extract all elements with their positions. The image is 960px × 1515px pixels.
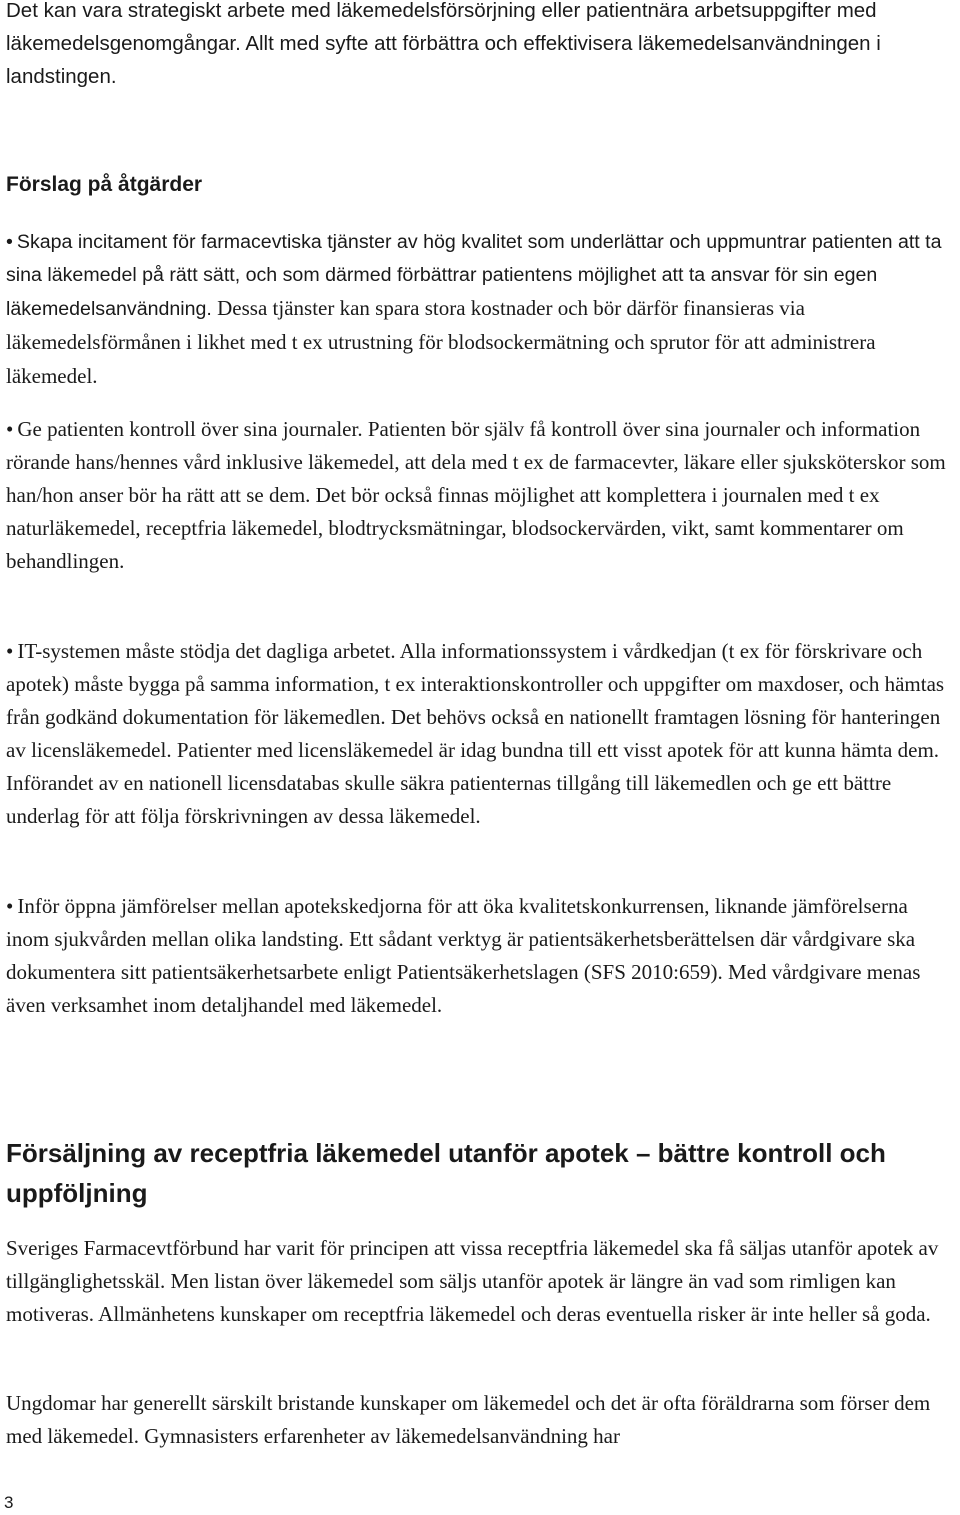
- bullet-body-text: Patienten bör själv få kontroll över sina journaler och information rörande hans/hennes vård inklusive läkemedel, att dela med t ex de farmacevter, läkare eller sjuksköterskor som han/hon anser bör ha rätt att se dem. Det bör också finnas möjlighet att komplettera i journalen med t ex naturläkemedel, receptfria läkemedel, blodtrycksmätningar, blodsockervärden, vikt, samt kommentarer om behandlingen.: [6, 417, 946, 573]
- bullet-lead-text: Ge patienten kontroll över sina journaler.: [17, 417, 363, 441]
- intro-paragraph: Det kan vara strategiskt arbete med läkemedelsförsörjning eller patientnära arbetsuppgifter med läkemedelsgenomgångar. Allt med syfte att förbättra och effektivisera läkemedelsanvändningen i landstingen.: [6, 0, 881, 88]
- bullet-item-jamforelser: [6, 890, 956, 1022]
- bullet-marker: •: [6, 417, 14, 441]
- bullet-marker: •: [6, 894, 14, 918]
- page-number: 3: [4, 1493, 14, 1512]
- bullet-body-text: Dessa tjänster kan spara stora kostnader och bör därför finansieras via läkemedelsförmånen i likhet med t ex utrustning för blodsockermätning och sprutor för att administrera läkemedel.: [6, 296, 876, 388]
- paragraph-farmacevtforbund: Sveriges Farmacevtförbund har varit för principen att vissa receptfria läkemedel ska få säljas utanför apotek av tillgänglighetsskäl. Men listan över läkemedel som säljs utanför apotek är längre än vad som rimligen kan motiveras. Allmänhetens kunskaper om receptfria läkemedel och deras eventuella risker är inte heller så goda.: [6, 1236, 939, 1326]
- bullet-marker: •: [6, 231, 13, 253]
- bullet-body-text: Ett sådant verktyg är patientsäkerhetsberättelsen där vårdgivare ska dokumentera sitt patientsäkerhetsarbete enligt Patientsäkerhetslagen (SFS 2010:659). Med vårdgivare menas även verksamhet inom detaljhandel med läkemedel.: [6, 927, 921, 1017]
- section-heading-forslag: Förslag på åtgärder: [6, 173, 203, 196]
- bullet-item-incitament: [6, 226, 956, 394]
- bullet-lead-text: Inför öppna jämförelser mellan apotekskedjorna för att öka kvalitetskonkurrensen, liknande jämförelserna inom sjukvården mellan olika landsting.: [6, 894, 908, 951]
- bullet-body-text: Alla informationssystem i vårdkedjan (t ex för förskrivare och apotek) måste bygga på samma information, t ex interaktionskontroller och uppgifter om maxdoser, och hämtas från godkänd dokumentation för läkemedlen. Det behövs också en nationellt framtagen lösning för hanteringen av licensläkemedel. Patienter med licensläkemedel är idag bundna till ett visst apotek för att kunna hämta dem. Införandet av en nationell licensdatabas skulle säkra patienternas tillgång till läkemedlen och ge ett bättre underlag för att följa förskrivningen av dessa läkemedel.: [6, 639, 945, 828]
- bullet-lead-text: IT-systemen måste stödja det dagliga arbetet.: [17, 639, 396, 663]
- section-heading-forsaljning: Försäljning av receptfria läkemedel utanför apotek – bättre kontroll och uppföljning: [6, 1138, 886, 1208]
- bullet-lead-text: Skapa incitament för farmacevtiska tjänster av hög kvalitet som underlättar och uppmuntrar patienten att ta sina läkemedel på rätt sätt, och som därmed förbättrar patientens möjlighet att ta ansvar för sin egen läkemedelsanvändning.: [6, 231, 942, 320]
- paragraph-ungdomar: Ungdomar har generellt särskilt bristande kunskaper om läkemedel och det är ofta föräldrarna som förser dem med läkemedel. Gymnasisters erfarenheter av läkemedelsanvändning har: [6, 1391, 931, 1448]
- bullet-marker: •: [6, 639, 14, 663]
- bullet-item-it-systemen: [6, 635, 956, 833]
- bullet-item-journaler: [6, 413, 956, 578]
